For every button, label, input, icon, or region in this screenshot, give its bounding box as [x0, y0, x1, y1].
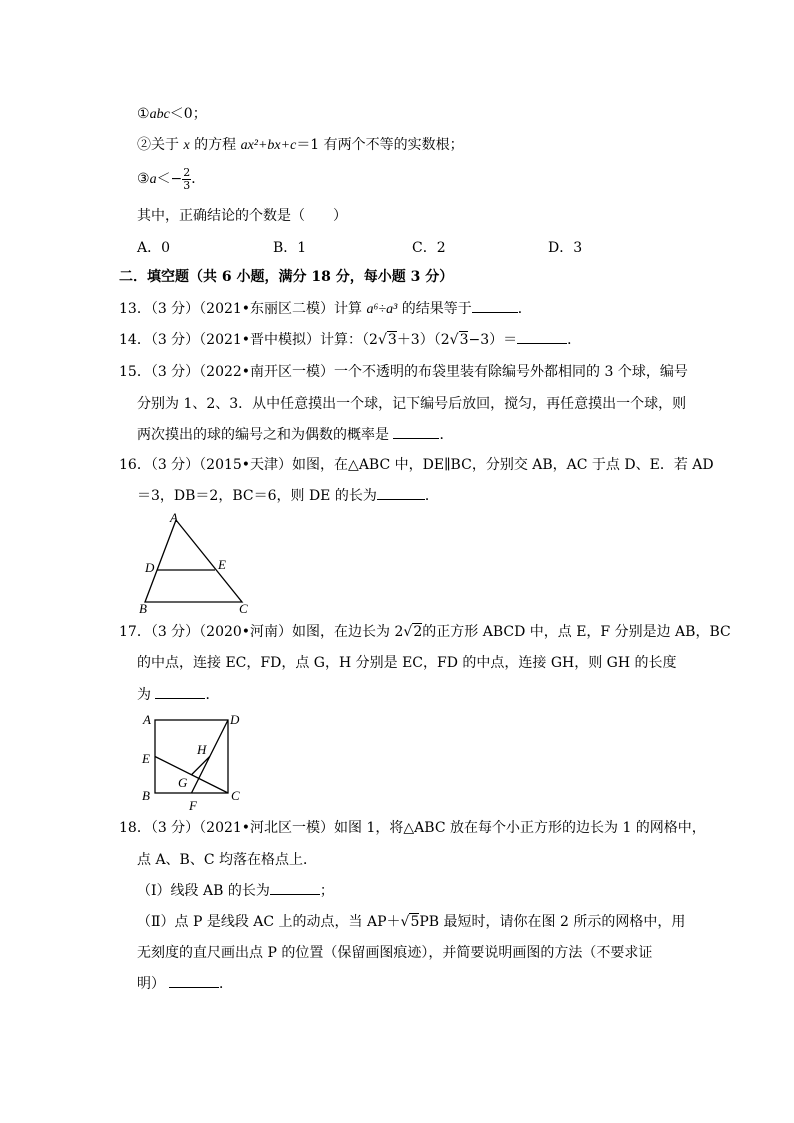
question-17-line-1: 17．（3 分）（2020•河南）如图，在边长为 2√2的正方形 ABCD 中，点 E，F 分别是边 AB，BC	[119, 624, 731, 640]
answer-blank[interactable]	[393, 426, 439, 439]
triangle-figure	[130, 510, 260, 620]
answer-blank[interactable]	[377, 487, 425, 500]
q14-text: 14．（3 分）（2021•晋中模拟）计算：（2	[119, 332, 378, 348]
triangle-abc	[145, 520, 242, 602]
q18-part-1-text: （Ⅰ）线段 AB 的长为	[137, 883, 270, 899]
condition-2	[137, 135, 464, 156]
q16-text: ＝3，DB＝2，BC＝6，则 DE 的长为	[137, 488, 377, 504]
fraction-numerator: 2	[183, 165, 191, 179]
label-e: E	[218, 557, 226, 572]
condition-3	[137, 166, 205, 193]
q18-text: 明）	[137, 976, 165, 992]
segment-gh	[192, 757, 210, 775]
condition-2-text-end: ＝1 有两个不等的实数根；	[296, 137, 464, 153]
q16-end: ．	[424, 488, 439, 504]
option-a: A．0	[137, 240, 171, 256]
q14-end: ．	[567, 332, 582, 348]
question-18-line-2: 点 A、B、C 均落在格点上．	[137, 852, 318, 868]
question-17-line-3	[137, 685, 219, 705]
question-16-line-1: 16．（3 分）（2015•天津）如图，在△ABC 中，DE∥BC，分别交 AB，AC 于点 D、E．若 AD	[119, 457, 714, 473]
option-b: B．1	[273, 240, 307, 256]
q13-expression: a⁶÷a³	[366, 302, 398, 317]
condition-1-marker: ①	[137, 106, 150, 122]
fraction-denominator: 3	[183, 178, 191, 192]
condition-2-text-mid: 的方程	[189, 137, 241, 153]
question-17-line-2: 的中点，连接 EC，FD，点 G，H 分别是 EC，FD 的中点，连接 GH，则 GH 的长度	[137, 655, 677, 671]
q18-part-1-end: ；	[319, 883, 334, 899]
answer-blank[interactable]	[155, 686, 205, 699]
label-g: G	[178, 775, 188, 790]
sqrt-radicand: 5	[410, 914, 420, 930]
label-a: A	[143, 712, 151, 727]
question-14: 14．（3 分）（2021•晋中模拟）计算：（2√3＋3）（2√3−3）＝ ．	[119, 332, 582, 348]
question-18-part-1	[137, 881, 334, 901]
label-c: C	[231, 788, 240, 803]
question-13	[119, 299, 532, 320]
question-18-line-1: 18．（3 分）（2021•河北区一模）如图 1，将△ABC 放在每个小正方形的边长为 1 的网格中，	[119, 820, 706, 836]
option-d: D．3	[548, 240, 583, 256]
question-18-part-2: （Ⅱ）点 P 是线段 AC 上的动点，当 AP＋√5PB 最短时，请你在图 2 所示的网格中，用	[137, 914, 686, 930]
q17-text: 17．（3 分）（2020•河南）如图，在边长为 2	[119, 624, 404, 640]
q17-text-end: 的正方形 ABCD 中，点 E，F 分别是边 AB，BC	[422, 624, 731, 640]
label-d: D	[230, 712, 240, 727]
q13-text: 13．（3 分）（2021•东丽区二模）计算	[119, 301, 367, 317]
question-15-line-1: 15．（3 分）（2022•南开区一模）一个不透明的布袋里装有除编号外都相同的 3 个球，编号	[119, 364, 688, 380]
condition-3-op: ＜−	[156, 171, 183, 187]
q17-text: 为	[137, 687, 156, 703]
q14-tail: −3）＝	[468, 332, 518, 348]
question-16-line-2	[137, 486, 439, 506]
condition-2-text: ②关于	[137, 137, 184, 153]
q15-end: ．	[439, 427, 454, 443]
square-abcd	[155, 720, 228, 793]
q18-part-2-text-end: PB 最短时，请你在图 2 所示的网格中，用	[419, 914, 686, 930]
q13-suffix: 的结果等于	[397, 301, 472, 317]
question-15-line-2: 分别为 1、2、3．从中任意摸出一个球，记下编号后放回，搅匀，再任意摸出一个球，则	[137, 396, 687, 412]
condition-1-var: abc	[149, 107, 170, 122]
square-figure	[135, 708, 250, 813]
question-18-line-5: 无刻度的直尺画出点 P 的位置（保留画图痕迹），并简要说明画图的方法（不要求证	[137, 945, 653, 961]
q13-end: ．	[517, 301, 532, 317]
condition-3-marker: ③	[137, 171, 150, 187]
label-h: H	[197, 742, 207, 757]
q18-end: ．	[219, 976, 233, 992]
section-title: 二．填空题（共 6 小题，满分 18 分，每小题 3 分）	[119, 269, 454, 285]
question-18-line-6	[137, 974, 233, 994]
condition-2-equation: ax²+bx+c	[240, 138, 297, 153]
question-prompt: 其中，正确结论的个数是（ ）	[137, 208, 347, 224]
label-b: B	[142, 788, 150, 803]
label-e: E	[142, 751, 150, 766]
answer-blank[interactable]	[270, 882, 320, 895]
sqrt-radicand: 3	[459, 332, 469, 348]
condition-1-text: ＜0；	[169, 106, 207, 122]
label-c: C	[239, 601, 248, 616]
condition-3-var: a	[149, 172, 157, 187]
answer-blank[interactable]	[169, 975, 219, 988]
q15-text: 两次摸出的球的编号之和为偶数的概率是	[137, 427, 394, 443]
question-15-line-3	[137, 425, 453, 445]
condition-3-end: ．	[191, 171, 206, 187]
sqrt-radicand: 3	[387, 332, 397, 348]
q18-part-2-text: （Ⅱ）点 P 是线段 AC 上的动点，当 AP＋	[137, 914, 401, 930]
fraction-two-thirds	[182, 167, 191, 192]
condition-1	[137, 104, 207, 125]
label-a: A	[170, 510, 178, 525]
label-f: F	[189, 798, 197, 813]
label-b: B	[139, 601, 147, 616]
option-c: C．2	[412, 240, 446, 256]
q17-end: ．	[205, 687, 220, 703]
sqrt-radicand: 2	[413, 624, 423, 640]
label-d: D	[145, 560, 155, 575]
answer-blank[interactable]	[472, 300, 518, 313]
q14-mid: ＋3）（2	[396, 332, 450, 348]
answer-blank[interactable]	[517, 331, 567, 344]
condition-2-var: x	[183, 138, 190, 153]
